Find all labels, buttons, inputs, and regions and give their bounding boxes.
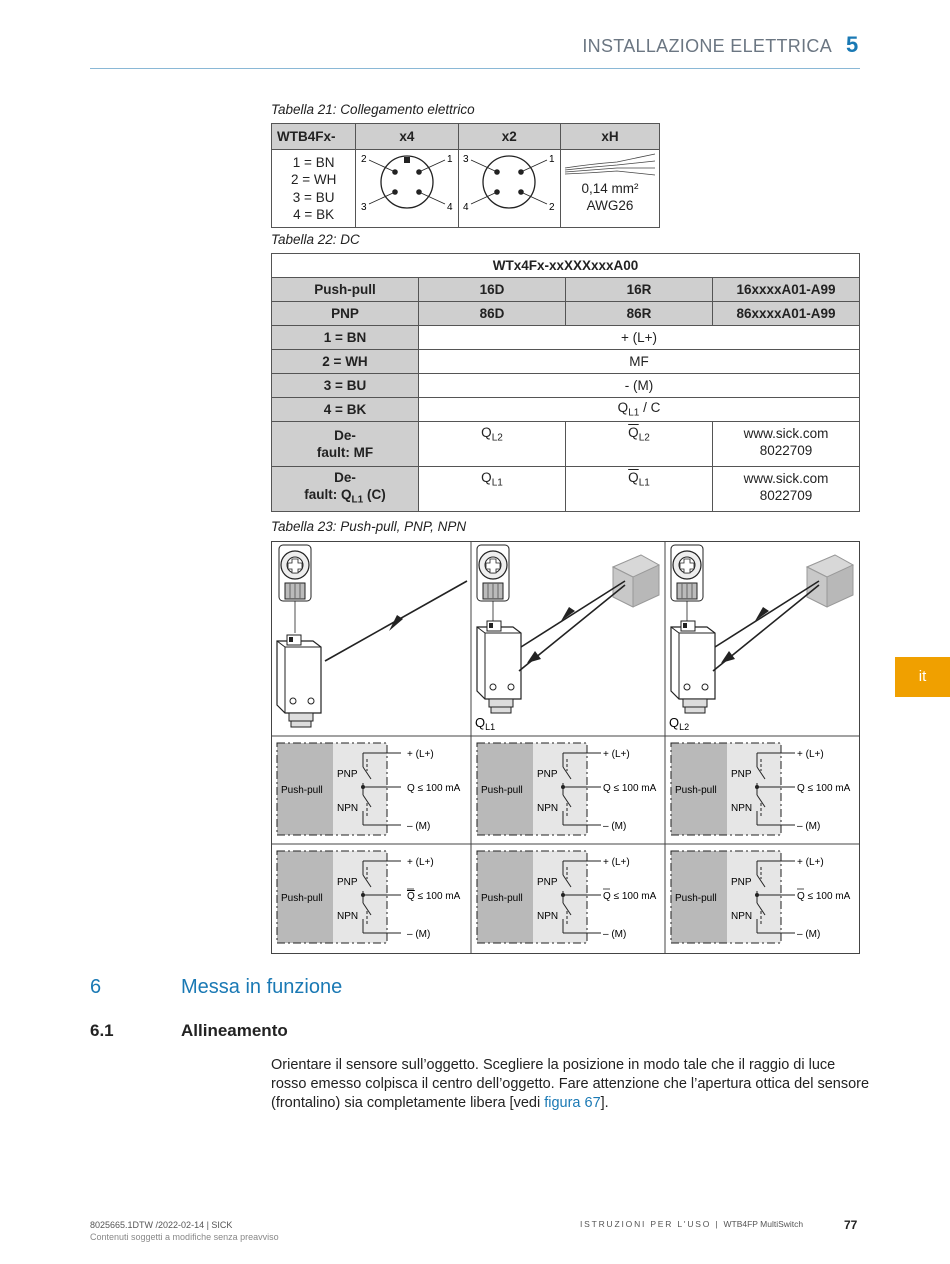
footer-manual-label: ISTRUZIONI PER L'USO |	[580, 1219, 720, 1229]
x4-pin-label: 2	[360, 154, 367, 165]
svg-text:PNP: PNP	[731, 769, 752, 780]
table-cell	[272, 422, 419, 467]
qbar-label: $\overline{Q}$	[628, 425, 639, 440]
q-subscript: L1	[491, 477, 503, 489]
q-subscript: L2	[491, 432, 503, 444]
q-label: Q	[617, 400, 629, 416]
table-cell: 2 = WH	[272, 350, 419, 374]
label-text: (C)	[363, 487, 386, 503]
sensor-ql2-illustration	[671, 545, 853, 713]
x4-pin-label: 1	[446, 154, 453, 165]
svg-text:– (M): – (M)	[797, 821, 821, 832]
sensor-pushpull-illustration	[277, 545, 467, 727]
svg-text:NPN: NPN	[731, 911, 753, 922]
figure-link[interactable]: figura 67	[544, 1095, 601, 1111]
output-label-ql1: $Q_{L1}$	[475, 715, 496, 732]
q-subscript: L1	[628, 407, 640, 419]
table21-header: x2	[458, 124, 560, 150]
svg-text:PNP: PNP	[337, 877, 358, 888]
svg-text:NPN: NPN	[337, 803, 359, 814]
svg-text:PNP: PNP	[537, 877, 558, 888]
x2-connector-icon	[459, 150, 559, 224]
row-label-line	[272, 486, 418, 509]
svg-text:Push-pull: Push-pull	[675, 785, 717, 796]
qbar-current-label: Q ≤ 100 mA	[603, 891, 657, 902]
svg-text:+ (L+): + (L+)	[797, 749, 824, 760]
wire-item: 4 = BK	[293, 207, 335, 222]
table-cell: 86D	[419, 302, 566, 326]
x4-pin-label: 4	[446, 202, 453, 213]
table-cell: MF	[419, 350, 860, 374]
sick-url: www.sick.com	[743, 471, 829, 486]
wire-list	[272, 150, 356, 228]
qbar-current-label: Q ≤ 100 mA	[797, 891, 851, 902]
row-label-line: fault: MF	[316, 445, 374, 460]
table21	[271, 123, 660, 228]
wire-item: 1 = BN	[292, 154, 335, 170]
table23-caption: Tabella 23: Push-pull, PNP, NPN	[271, 519, 467, 534]
cable-icon	[561, 150, 659, 180]
footer-manual	[580, 1219, 803, 1229]
q-label: Q	[481, 470, 492, 485]
table-cell: 1 = BN	[272, 326, 419, 350]
wiring-diagram-grid	[271, 541, 861, 955]
q-subscript: L1	[351, 494, 364, 506]
svg-text:Q ≤ 100 mA: Q ≤ 100 mA	[407, 783, 461, 794]
svg-text:Push-pull: Push-pull	[481, 785, 523, 796]
table22-caption: Tabella 22: DC	[271, 232, 360, 247]
row-label-line: De-	[334, 470, 356, 486]
xh-awg: AWG26	[586, 198, 634, 213]
svg-text:– (M): – (M)	[407, 821, 431, 832]
xh-wire-size: 0,14 mm²	[581, 181, 639, 196]
svg-text:Push-pull: Push-pull	[281, 893, 323, 904]
table-cell: + (L+)	[419, 326, 860, 350]
svg-text:PNP: PNP	[731, 877, 752, 888]
table-cell	[419, 422, 566, 467]
paragraph-text: ].	[600, 1095, 609, 1111]
wire-item: 2 = WH	[290, 172, 337, 187]
table-cell	[713, 422, 860, 467]
footer-doc-id: 8025665.1DTW /2022-02-14 | SICK	[90, 1220, 233, 1230]
page-number: 77	[844, 1218, 858, 1232]
row-label-line: De-	[334, 428, 356, 443]
x4-connector-cell	[356, 150, 458, 228]
table22	[271, 253, 860, 512]
subsection-title: Allineamento	[181, 1021, 288, 1040]
table21-caption: Tabella 21: Collegamento elettrico	[271, 102, 475, 117]
table21-header: xH	[561, 124, 660, 150]
table-cell: 16R	[566, 278, 713, 302]
table-cell: - (M)	[419, 374, 860, 398]
sick-url: www.sick.com	[743, 426, 829, 441]
header-title: INSTALLAZIONE ELETTRICA	[582, 36, 832, 56]
q-suffix: / C	[639, 400, 661, 416]
q-subscript: L2	[638, 432, 650, 444]
table-cell	[419, 467, 566, 512]
svg-text:– (M): – (M)	[603, 821, 627, 832]
sensor-ql1-illustration	[477, 545, 659, 713]
svg-text:NPN: NPN	[731, 803, 753, 814]
chapter-number: 5	[846, 32, 859, 57]
table-cell: 86xxxxA01-A99	[713, 302, 860, 326]
svg-text:NPN: NPN	[537, 803, 559, 814]
svg-text:+ (L+): + (L+)	[603, 749, 630, 760]
q-label: Q	[481, 425, 492, 440]
xh-cable-cell	[561, 150, 660, 228]
x2-connector-cell	[458, 150, 560, 228]
svg-text:Push-pull: Push-pull	[281, 785, 323, 796]
svg-text:+ (L+): + (L+)	[407, 749, 434, 760]
svg-text:– (M): – (M)	[407, 929, 431, 940]
table-cell: PNP	[272, 302, 419, 326]
table-cell	[566, 422, 713, 467]
table-cell	[713, 467, 860, 512]
section-title: Messa in funzione	[181, 976, 343, 998]
x4-pin-label: 3	[360, 202, 367, 213]
table-cell	[419, 398, 860, 422]
language-tab-it[interactable]: it	[895, 657, 950, 697]
x2-pin-label: 3	[463, 154, 469, 165]
table-cell	[566, 467, 713, 512]
qbar-label: $\overline{Q}$	[628, 470, 639, 485]
wire-item: 3 = BU	[292, 189, 335, 205]
svg-text:– (M): – (M)	[797, 929, 821, 940]
svg-text:Push-pull: Push-pull	[481, 893, 523, 904]
table-cell: 86R	[566, 302, 713, 326]
table-cell: 16xxxxA01-A99	[713, 278, 860, 302]
table-cell	[272, 467, 419, 512]
table-cell: 16D	[419, 278, 566, 302]
circuit-diagram	[669, 849, 861, 945]
x2-pin-label: 1	[549, 154, 555, 165]
svg-text:– (M): – (M)	[603, 929, 627, 940]
subsection-number: 6.1	[90, 1021, 114, 1040]
svg-text:+ (L+): + (L+)	[797, 857, 824, 868]
footer-product: WTB4FP MultiSwitch	[723, 1219, 804, 1229]
svg-text:PNP: PNP	[537, 769, 558, 780]
svg-text:Q ≤ 100 mA: Q ≤ 100 mA	[603, 783, 657, 794]
header-rule	[90, 68, 860, 69]
output-label-ql2: $Q_{L2}$	[669, 715, 690, 732]
svg-text:+ (L+): + (L+)	[407, 857, 434, 868]
paragraph-text: Orientare il sensore sull’oggetto. Scegliere la posizione in modo tale che il raggio di luce rosso emesso colpisca il centro dell’oggetto. Fare attenzione che l’apertura ottica del sensore (frontalino) sia completamente libera [vedi	[271, 1057, 870, 1111]
svg-text:NPN: NPN	[537, 911, 559, 922]
x4-connector-icon	[357, 150, 457, 224]
section-number: 6	[90, 976, 102, 998]
q-subscript: L1	[638, 477, 650, 489]
footer-note: Contenuti soggetti a modifiche senza preavviso	[90, 1232, 279, 1242]
sick-code: 8022709	[759, 443, 813, 458]
label-text: fault: Q	[304, 487, 352, 503]
svg-text:Push-pull: Push-pull	[675, 893, 717, 904]
table21-header: x4	[356, 124, 458, 150]
svg-text:Q ≤ 100 mA: Q ≤ 100 mA	[797, 783, 851, 794]
svg-text:PNP: PNP	[337, 769, 358, 780]
table-cell: 3 = BU	[272, 374, 419, 398]
body-paragraph	[271, 1056, 871, 1113]
table21-header: WTB4Fx-	[272, 124, 356, 150]
svg-text:+ (L+): + (L+)	[603, 857, 630, 868]
footer-left	[90, 1219, 279, 1243]
x2-pin-label: 4	[463, 202, 469, 213]
table-cell: 4 = BK	[272, 398, 419, 422]
svg-text:NPN: NPN	[337, 911, 359, 922]
sick-code: 8022709	[759, 488, 813, 503]
circuit-diagram	[669, 741, 861, 837]
qbar-current-label: Q ≤ 100 mA	[407, 891, 461, 902]
table-cell: Push-pull	[272, 278, 419, 302]
x2-pin-label: 2	[549, 202, 555, 213]
table22-title: WTx4Fx-xxXXXxxxA00	[272, 254, 860, 278]
